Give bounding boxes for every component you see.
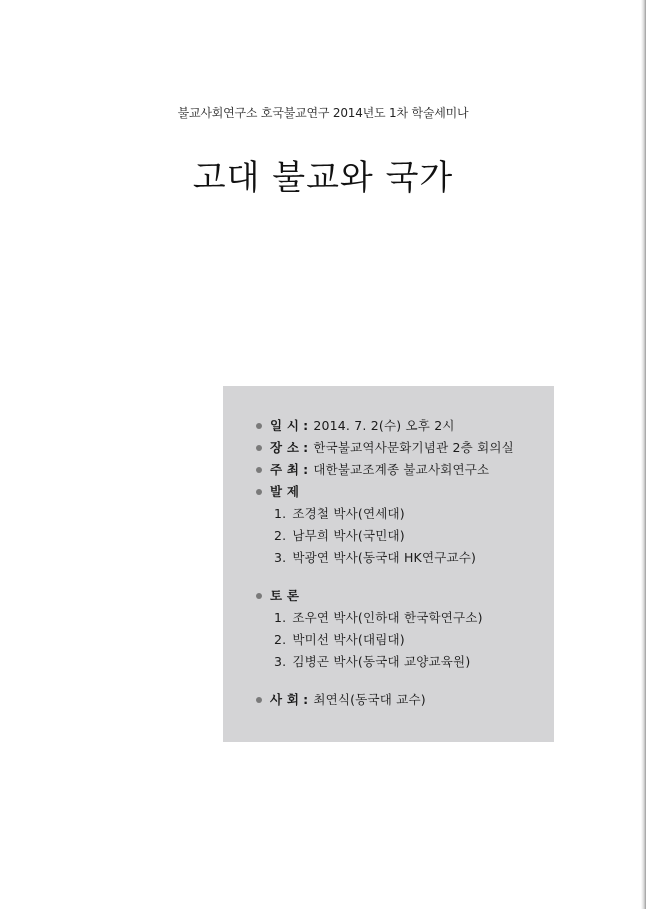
- presenter-item: [274, 548, 476, 566]
- info-row-discussion: [256, 586, 299, 604]
- moderator-value: 최연식(동국대 교수): [313, 692, 426, 707]
- presenter-item: [274, 504, 405, 522]
- page-edge-shadow: [641, 0, 646, 909]
- bullet-icon: [256, 593, 262, 599]
- colon-separator: :: [303, 440, 309, 455]
- seminar-title: 고대 불교와 국가: [192, 158, 454, 198]
- list-number: 2.: [274, 632, 287, 647]
- list-number: 3.: [274, 550, 287, 565]
- info-row-presentations: [256, 482, 299, 500]
- bullet-icon: [256, 489, 262, 495]
- presenter-name: 남무희 박사(국민대): [292, 528, 405, 543]
- colon-separator: :: [303, 692, 309, 707]
- list-number: 2.: [274, 528, 287, 543]
- date-value: 2014. 7. 2(수) 오후 2시: [313, 418, 455, 433]
- moderator-label: 사 회: [270, 692, 300, 707]
- discussant-item: [274, 630, 405, 648]
- info-row-moderator: [256, 690, 426, 708]
- discussant-name: 조우연 박사(인하대 한국학연구소): [292, 610, 483, 625]
- list-number: 1.: [274, 506, 287, 521]
- bullet-icon: [256, 467, 262, 473]
- host-label: 주 최: [270, 462, 300, 477]
- venue-value: 한국불교역사문화기념관 2층 회의실: [313, 440, 514, 455]
- bullet-icon: [256, 445, 262, 451]
- discussant-item: [274, 608, 483, 626]
- presenter-name: 조경철 박사(연세대): [292, 506, 405, 521]
- host-value: 대한불교조계종 불교사회연구소: [313, 462, 490, 477]
- presenter-name: 박광연 박사(동국대 HK연구교수): [292, 550, 477, 565]
- list-number: 1.: [274, 610, 287, 625]
- info-row-host: [256, 460, 489, 478]
- presenter-item: [274, 526, 405, 544]
- info-row-date: [256, 416, 455, 434]
- discussion-label: 토 론: [270, 588, 300, 603]
- colon-separator: :: [303, 418, 309, 433]
- info-row-venue: [256, 438, 514, 456]
- seminar-subtitle: 불교사회연구소 호국불교연구 2014년도 1차 학술세미나: [177, 106, 469, 120]
- bullet-icon: [256, 697, 262, 703]
- bullet-icon: [256, 423, 262, 429]
- discussant-name: 박미선 박사(대림대): [292, 632, 405, 647]
- date-label: 일 시: [270, 418, 300, 433]
- discussant-item: [274, 652, 470, 670]
- presentations-label: 발 제: [270, 484, 300, 499]
- colon-separator: :: [303, 462, 309, 477]
- venue-label: 장 소: [270, 440, 300, 455]
- list-number: 3.: [274, 654, 287, 669]
- discussant-name: 김병곤 박사(동국대 교양교육원): [292, 654, 471, 669]
- info-box: [223, 386, 554, 742]
